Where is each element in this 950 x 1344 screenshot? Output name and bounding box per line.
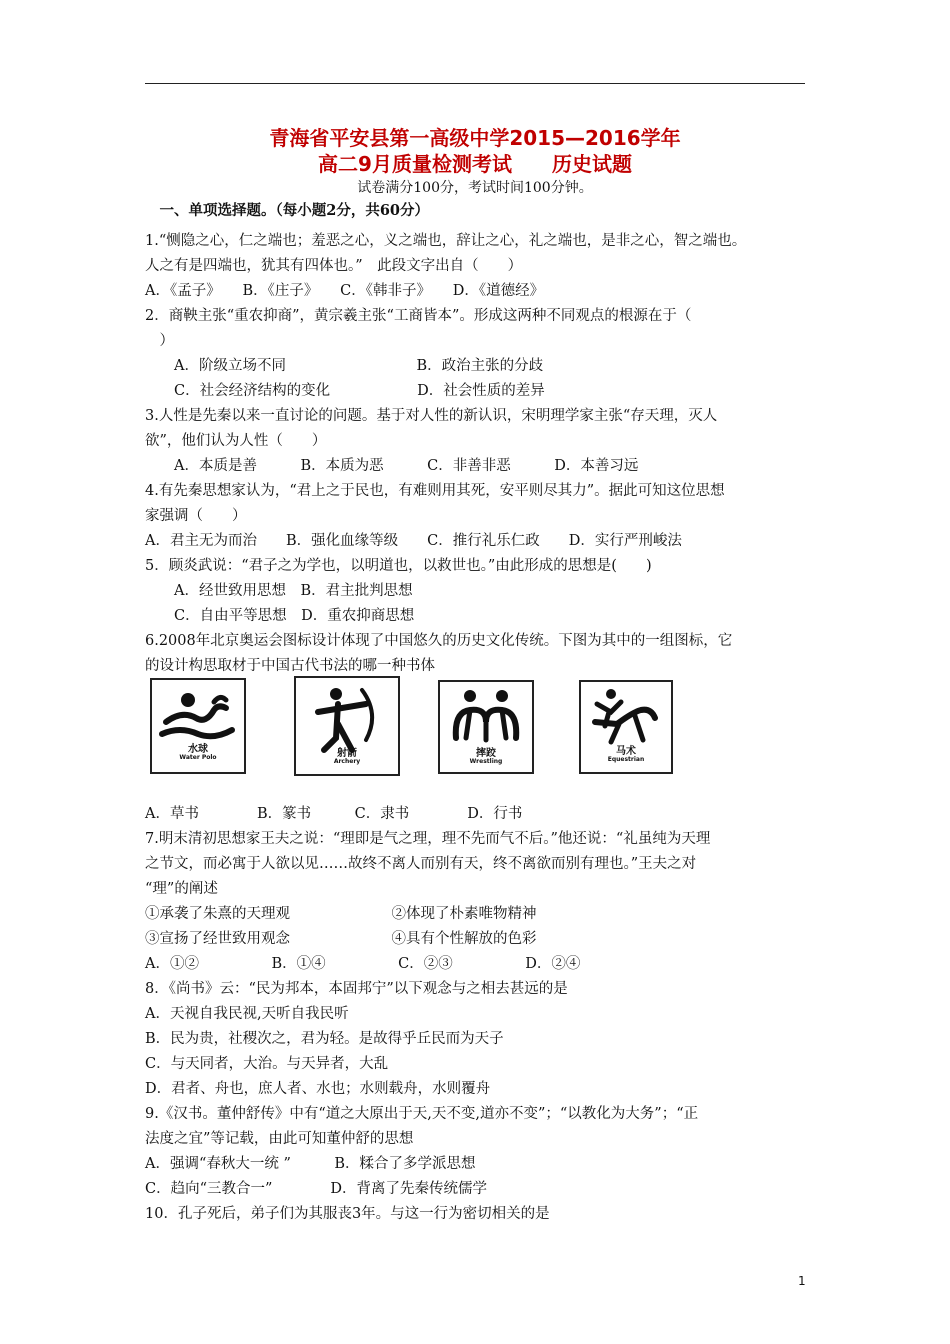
icon-label-en: Wrestling xyxy=(469,758,503,765)
archery-pictogram xyxy=(294,676,400,776)
text-line: A．强调“春秋大一统 ” B．糅合了多学派思想 xyxy=(145,1156,476,1172)
text-line: 8．《尚书》云：“民为邦本，本固邦宁”以下观念与之相去甚远的是 xyxy=(145,981,568,997)
text-line: 之节文，而必寓于人欲以见……故终不离人而别有天，终不离欲而别有理也。”王夫之对 xyxy=(145,856,697,872)
text-line: A．本质是善 B．本质为恶 C．非善非恶 D．本善习远 xyxy=(145,458,639,474)
text-line: 2．商鞅主张“重农抑商”，黄宗羲主张“工商皆本”。形成这两种不同观点的根源在于（ xyxy=(145,308,692,324)
text-line: 欲”，他们认为人性（ ） xyxy=(145,433,327,449)
icon-label-cn: 摔跤 xyxy=(476,748,496,759)
text-line: A．①② B．①④ C．②③ D．②④ xyxy=(145,956,581,972)
icon-label-cn: 水球 xyxy=(188,744,208,755)
exam-title-line1: 青海省平安县第一高级中学2015—2016学年 xyxy=(269,126,681,150)
wrestling-pictogram xyxy=(438,680,534,774)
water-polo-pictogram xyxy=(150,678,246,774)
text-line: D．君者、舟也，庶人者、水也；水则载舟，水则覆舟 xyxy=(145,1081,491,1097)
section-heading: 一、单项选择题。（每小题2分，共60分） xyxy=(145,202,430,219)
text-line: ） xyxy=(145,333,174,349)
exam-subtitle: 试卷满分100分，考试时间100分钟。 xyxy=(357,180,593,196)
text-line: A．天视自我民视,天听自我民听 xyxy=(145,1006,349,1022)
text-line: “理”的阐述 xyxy=(145,881,218,897)
text-line: C．社会经济结构的变化 D．社会性质的差异 xyxy=(145,383,545,399)
text-line: 3.人性是先秦以来一直讨论的问题。基于对人性的新认识，宋明理学家主张“存天理，灭人 xyxy=(145,408,718,424)
text-line: A．阶级立场不同 B．政治主张的分歧 xyxy=(145,358,544,374)
exam-title-line2: 高二9月质量检测考试 历史试题 xyxy=(318,152,632,176)
text-line: ①承袭了朱熹的天理观 ②体现了朴素唯物精神 xyxy=(145,906,537,922)
text-line: 的设计构思取材于中国古代书法的哪一种书体 xyxy=(145,658,435,674)
text-line: 7.明末清初思想家王夫之说：“理即是气之理，理不先而气不后。”他还说：“礼虽纯为天理 xyxy=(145,831,711,847)
text-line: 家强调（ ） xyxy=(145,508,247,524)
text-line: 1.“恻隐之心，仁之端也；羞恶之心，义之端也，辞让之心，礼之端也，是非之心，智之端也。 xyxy=(145,233,747,249)
text-line: A．草书 B．篆书 C．隶书 D．行书 xyxy=(145,806,523,822)
text-line: A．经世致用思想 B．君主批判思想 xyxy=(145,583,413,599)
text-line: 4.有先秦思想家认为，“君上之于民也，有难则用其死，安平则尽其力”。据此可知这位思想 xyxy=(145,483,725,499)
text-line: ③宣扬了经世致用观念 ④具有个性解放的色彩 xyxy=(145,931,537,947)
header-rule xyxy=(145,83,805,84)
text-line: C．趋向“三教合一” D．背离了先秦传统儒学 xyxy=(145,1181,488,1197)
text-line: C．与天同者，大治。与天异者，大乱 xyxy=(145,1056,389,1072)
icon-label-en: Archery xyxy=(333,758,361,765)
text-line: 10．孔子死后，弟子们为其服丧3年。与这一行为密切相关的是 xyxy=(145,1206,550,1222)
icon-label-en: Equestrian xyxy=(607,756,645,763)
text-line: A．《孟子》 B．《庄子》 C．《韩非子》 D．《道德经》 xyxy=(145,283,545,299)
text-line: 5．顾炎武说：“君子之为学也，以明道也，以救世也。”由此形成的思想是( ) xyxy=(145,558,652,574)
text-line: A．君主无为而治 B．强化血缘等级 C．推行礼乐仁政 D．实行严刑峻法 xyxy=(145,533,682,549)
icon-label-en: Water Polo xyxy=(179,754,217,761)
text-line: 法度之宜”等记载，由此可知董仲舒的思想 xyxy=(145,1131,414,1147)
text-line: 6.2008年北京奥运会图标设计体现了中国悠久的历史文化传统。下图为其中的一组图标，它 xyxy=(145,633,733,649)
text-line: 人之有是四端也，犹其有四体也。” 此段文字出自（ ） xyxy=(145,258,523,274)
icon-label-cn: 射箭 xyxy=(337,748,357,759)
text-line: 9.《汉书。董仲舒传》中有“道之大原出于天,天不变,道亦不变”；“以教化为大务”；“正 xyxy=(145,1106,699,1122)
page-number: 1 xyxy=(798,1274,806,1288)
icon-label-cn: 马术 xyxy=(616,746,636,757)
text-line: B．民为贵，社稷次之，君为轻。是故得乎丘民而为天子 xyxy=(145,1031,504,1047)
text-line: C．自由平等思想 D．重农抑商思想 xyxy=(145,608,415,624)
equestrian-pictogram xyxy=(579,680,673,774)
